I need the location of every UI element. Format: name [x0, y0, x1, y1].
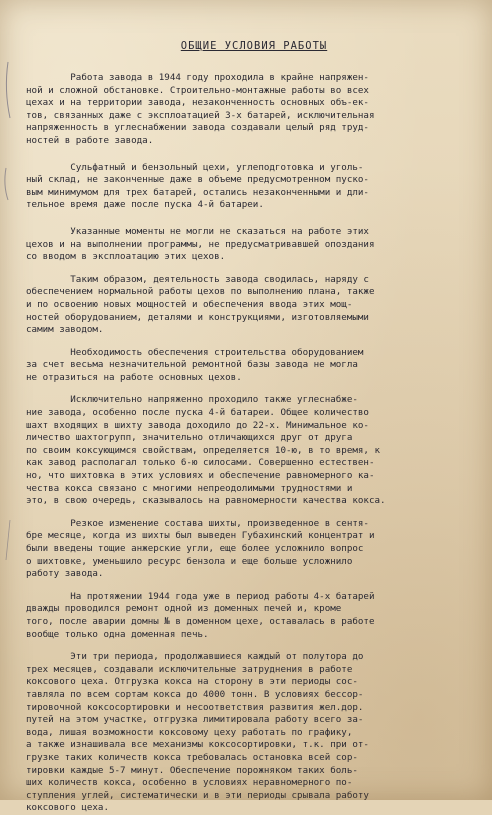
- paragraph-5: Необходимость обеспечения строительства оборудованием за счет весьма незначительной ремонтной базы завода не могла не отразиться на работе основных цехов.: [26, 346, 364, 383]
- paragraph-7: Резкое изменение состава шихты, произведенное в сентя- бре месяце, когда из шихты был выведен Губахинский концентрат и были введены тощие анжерские угли, еще более усложнило вопрос о шихтовке, уменьшило ресурс бензола и еще больше усложнило работу завода.: [26, 517, 375, 580]
- paragraph-2: Сульфатный и бензольный цехи, углеподготовка и уголь- ный склад, не законченные даже в объеме предусмотренном пуско- вым минимумом для трех батарей, остались незаконченными и дли- тельное время даже после пуска 4-й батареи.: [26, 161, 369, 211]
- paragraph-4: Таким образом, деятельность завода сводилась, наряду с обеспечением нормальной работы цехов по выполнению плана, также и по освоению новых мощностей и обеспечения ввода этих мощ- ностей оборудованием, деталями и конструкциями, изготовляемыми самим заводом.: [26, 273, 375, 336]
- paragraph-8: На протяжении 1944 года уже в период работы 4-х батарей дважды проводился ремонт одной из доменных печей и, кроме того, после аварии домны № в доменном цехе, оставалась в работе вообще только одна доменная печь.: [26, 590, 375, 640]
- paragraph-6: Исключительно напряженно проходило также углеснабже- ние завода, особенно после пуска 4-й батареи. Общее количество шахт входящих в шихту завода доходило до 22-х. Минимальное ко- личество шахтогрупп, значительно отличающихся друг от друга по своим коксующимся свойствам, определяется 10-ю, в то время, к как завод располагал только 6-ю силосами. Совершенно естествен- но, что шихтовка в этих условиях и обеспечение равномерного ка- чества кокса связано с многими непреодолимыми трудностями и это, в свою очередь, сказывалось на равномерности качества кокса.: [26, 394, 386, 507]
- paragraph-1: Работа завода в 1944 году проходила в крайне напряжен- ной и сложной обстановке. Строительно-монтажные работы во всех цехах и на территории завода, незаконченность основных объ-ек- тов, связанных даже с эксплоатацией 3-х батарей, исключительная напряженность в углеснабжении завода создавали целый ряд труд- ностей в работе завода.: [26, 72, 375, 146]
- paragraph-9: Эти три периода, продолжавшиеся каждый от полутора до трех месяцев, создавали исключительные затруднения в работе коксового цеха. Отгрузка кокса на сторону в эти периоды сос- тавляла по всем сортам кокса до 4000 тонн. В условиях бессор- тировочной коксосортировки и несоответствия развития жел.дор. путей на этом участке, отгрузка лимитировала работу всего за- вода, лишая возможности коксовому цеху работать по графику, а также изнашивала все механизмы коксосортировки, т.к. при от- грузке таких количеств кокса требовалась остановка всей сор- тировки каждые 5-7 минут. Обеспечение порожняком таких боль- ших количеств кокса, особенно в условиях неравномерного по- ступления углей, систематически и в эти периоды срывала работу коксового цеха.: [26, 651, 369, 814]
- document-title: ОБЩИЕ УСЛОВИЯ РАБОТЫ: [180, 40, 328, 52]
- paragraph-3: Указанные моменты не могли не сказаться на работе этих цехов и на выполнении программы, не предусматривавшей опоздания со вводом в эксплоатацию этих цехов.: [26, 225, 375, 263]
